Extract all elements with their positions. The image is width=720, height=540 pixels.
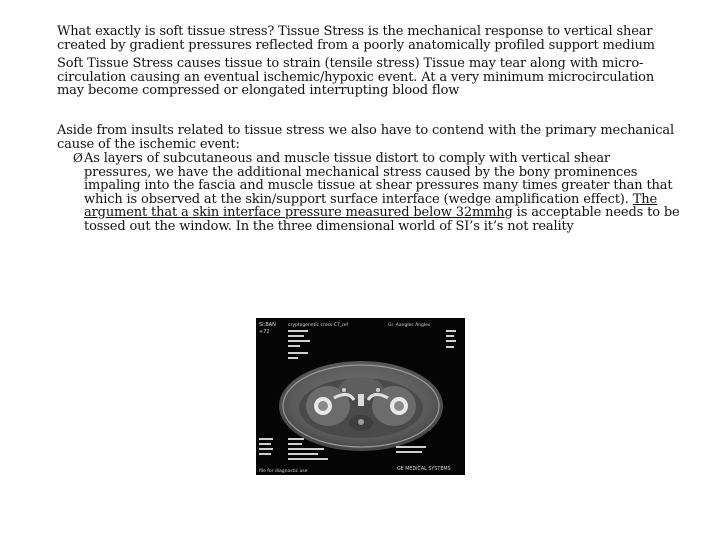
ct-scan-image [256,318,465,475]
ct-label-topleft: SI:BAN [259,322,276,328]
ct-label-topleft-sub: +72 [259,329,270,335]
bullet-text [84,152,681,233]
paragraph-definition: What exactly is soft tissue stress? Tissue Stress is the mechanical response to vertical shear created by gradient pressures reflected from a poorly anatomically profiled support medium [57,24,655,53]
ct-label-bottom-left: file for diagnostic use [259,469,308,474]
bullet-text-main: As layers of subcutaneous and muscle tissue distort to comply with vertical shear pressures, we have the additional mechanical stress caused by the bony prominences impaling into the fascia and muscle tissue at shear pressures many times greater than that which is observed at the skin/support surface interface (wedge amplification effect). [84,151,673,207]
arrow-bullet-icon: Ø [73,151,83,165]
ct-scan-graphic [256,318,465,475]
ct-label-top-center: cryptogenetic cross-CT_ref [288,323,349,328]
ct-header-lines [288,330,456,359]
bullet-text-underlined: The argument that a skin interface pressure measured below 32mmhg [84,191,657,220]
ct-label-bottom-right: GE MEDICAL SYSTEMS [397,467,451,472]
bullet-text-tail: is acceptable needs to be tossed out the window. In the three dimensional world of SI’s it’s not reality [84,205,680,234]
paragraph-ischemic-cause: Aside from insults related to tissue stress we also have to contend with the primary mechanical cause of the ischemic event: [57,123,674,152]
bullet-item [73,152,681,233]
ct-label-top-right: Gr. Aangles Angles [388,323,431,328]
paragraph-strain: Soft Tissue Stress causes tissue to strain (tensile stress) Tissue may tear along with micro-circulation causing an eventual ischemic/hypoxic event. At a very minimum microcirculation may become compressed or elongated interrupting blood flow [57,56,655,98]
